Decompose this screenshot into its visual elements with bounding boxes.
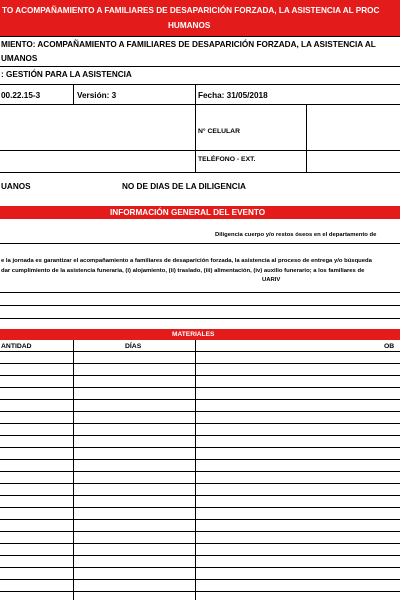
divider xyxy=(0,36,400,37)
table-row xyxy=(0,579,400,580)
column-divider xyxy=(195,340,196,600)
divider xyxy=(195,104,196,172)
table-row xyxy=(0,411,400,412)
divider xyxy=(0,243,400,244)
document-title-line1: TO ACOMPAÑAMIENTO A FAMILIARES DE DESAPARICIÓN FORZADA, LA ASISTENCIA AL PROC xyxy=(2,6,380,15)
document-title-bar xyxy=(0,0,400,36)
table-row xyxy=(0,555,400,556)
table-row xyxy=(0,507,400,508)
divider xyxy=(0,84,400,85)
divider xyxy=(0,104,400,105)
table-row xyxy=(0,459,400,460)
diligence-days-label: NO DE DIAS DE LA DILIGENCIA xyxy=(122,182,246,191)
table-row xyxy=(0,435,400,436)
event-description-line2: dar cumplimiento de la asistencia funeraria, (i) alojamiento, (ii) traslado, (iii) alimentación, (iv) auxilio funerario; a los familiares de xyxy=(1,268,365,274)
humanos-label: UANOS xyxy=(1,182,31,191)
divider xyxy=(0,150,195,151)
table-row xyxy=(0,495,400,496)
telefono-label: TELÉFONO - EXT. xyxy=(198,156,256,163)
table-row xyxy=(0,399,400,400)
divider xyxy=(73,84,74,104)
table-row xyxy=(0,351,400,352)
event-description-line3: UARIV xyxy=(262,277,281,283)
document-version: Versión: 3 xyxy=(77,91,117,100)
general-event-title: INFORMACIÓN GENERAL DEL EVENTO xyxy=(110,208,266,217)
event-description-line1: e la jornada es garantizar el acompañamiento a familiares de desaparición forzada, la asistencia al proceso de entrega y/o búsqueda xyxy=(1,258,372,264)
table-row xyxy=(0,423,400,424)
document-date: Fecha: 31/05/2018 xyxy=(198,91,268,100)
document-title-line2: HUMANOS xyxy=(168,21,211,30)
table-row xyxy=(0,543,400,544)
divider xyxy=(195,150,400,151)
table-row xyxy=(0,447,400,448)
process-name: : GESTIÓN PARA LA ASISTENCIA xyxy=(1,70,132,79)
divider xyxy=(0,66,400,67)
diligencia-note: Diligencia cuerpo y/o restos óseos en el departamento de xyxy=(215,232,377,238)
column-divider xyxy=(73,340,74,600)
table-row xyxy=(0,591,400,592)
procedure-name-line2: UMANOS xyxy=(1,54,38,63)
column-header-observaciones: OB xyxy=(384,343,395,350)
table-row xyxy=(0,471,400,472)
table-row xyxy=(0,363,400,364)
table-row xyxy=(0,531,400,532)
materials-header xyxy=(0,329,400,340)
divider xyxy=(195,84,196,104)
divider xyxy=(0,305,400,306)
general-event-header xyxy=(0,206,400,219)
divider xyxy=(0,172,400,173)
table-row xyxy=(0,375,400,376)
table-row xyxy=(0,567,400,568)
celular-label: N° CELULAR xyxy=(198,128,240,135)
table-row xyxy=(0,387,400,388)
column-header-dias: DÍAS xyxy=(125,343,142,350)
table-row xyxy=(0,519,400,520)
divider xyxy=(306,104,307,172)
procedure-name-line1: MIENTO: ACOMPAÑAMIENTO A FAMILIARES DE DESAPARICIÓN FORZADA, LA ASISTENCIA AL xyxy=(1,40,376,49)
table-row xyxy=(0,483,400,484)
document-code: 00.22.15-3 xyxy=(1,91,41,100)
materials-title: MATERIALES xyxy=(172,331,215,338)
divider xyxy=(0,318,400,319)
column-header-cantidad: ANTIDAD xyxy=(1,343,32,350)
divider xyxy=(0,292,400,293)
